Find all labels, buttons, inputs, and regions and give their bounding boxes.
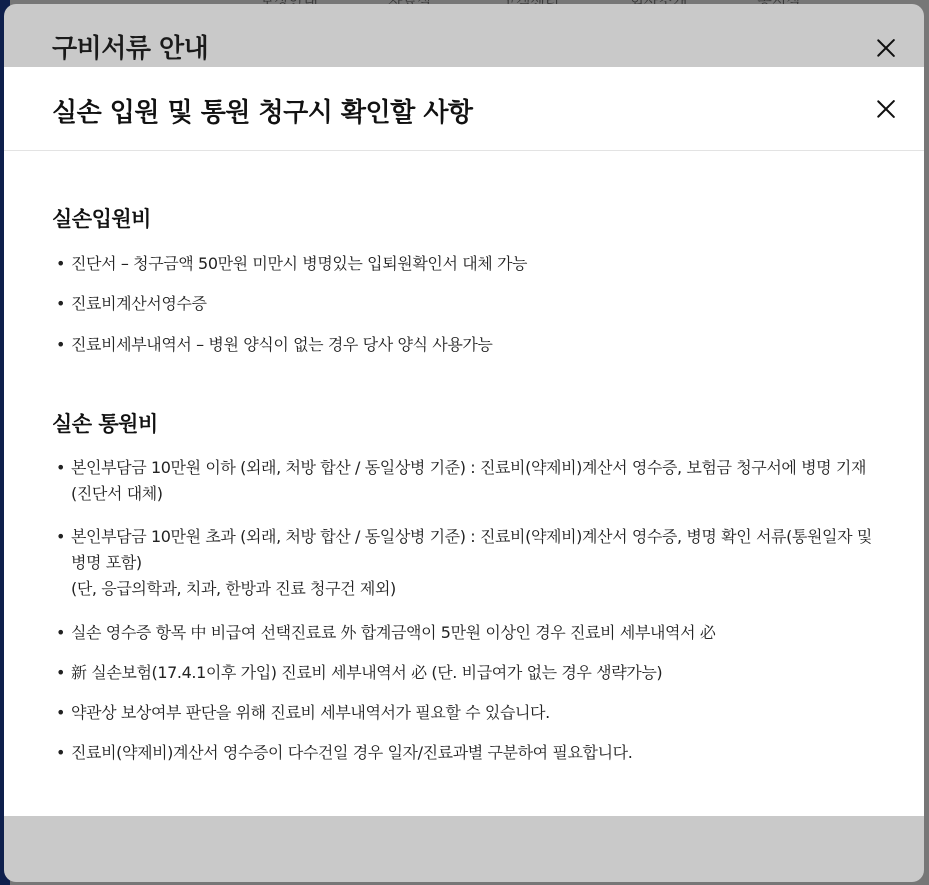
list-item: • 진료비계산서영수증 [56, 291, 886, 317]
bullet-icon: • [56, 527, 66, 546]
list-item: • 본인부담금 10만원 이하 (외래, 처방 합산 / 동일상병 기준) : 진료비(약제비)계산서 영수증, 보험금 청구서에 병명 기재 (진단서 대체) [56, 455, 886, 507]
modal-title: 실손 입원 및 통원 청구시 확인할 사항 [52, 98, 473, 128]
bullet-icon: • [56, 743, 66, 762]
bullet-icon: • [56, 294, 66, 313]
section-title-outpatient: 실손 통원비 [52, 412, 158, 436]
document-guide-title: 구비서류 안내 [52, 34, 209, 64]
list-item-note: (단, 응급의학과, 치과, 한방과 진료 청구건 제외) [71, 579, 396, 598]
list-item: • 진료비(약제비)계산서 영수증이 다수건일 경우 일자/진료과별 구분하여 필요합니다. [56, 740, 886, 766]
claim-checklist-modal [4, 67, 924, 816]
section-title-inpatient: 실손입원비 [52, 207, 151, 231]
close-icon[interactable] [875, 37, 897, 59]
bullet-icon: • [56, 458, 66, 477]
modal-header [4, 67, 924, 151]
bullet-icon: • [56, 335, 66, 354]
bullet-icon: • [56, 663, 66, 682]
bullet-icon: • [56, 254, 66, 273]
bullet-icon: • [56, 623, 66, 642]
list-item: • 진료비세부내역서 – 병원 양식이 없는 경우 당사 양식 사용가능 [56, 332, 886, 358]
list-item: • 본인부담금 10만원 초과 (외래, 처방 합산 / 동일상병 기준) : 진료비(약제비)계산서 영수증, 병명 확인 서류(통원일자 및 병명 포함) [56, 524, 886, 576]
close-icon[interactable] [875, 98, 897, 120]
list-item: • 실손 영수증 항목 中 비급여 선택진료료 外 합계금액이 5만원 이상인 경우 진료비 세부내역서 必 [56, 620, 886, 646]
bullet-icon: • [56, 703, 66, 722]
list-item: • 진단서 – 청구금액 50만원 미만시 병명있는 입퇴원확인서 대체 가능 [56, 251, 886, 277]
list-item: • 약관상 보상여부 판단을 위해 진료비 세부내역서가 필요할 수 있습니다. [56, 700, 886, 726]
list-item: • 新 실손보험(17.4.1이후 가입) 진료비 세부내역서 必 (단. 비급여가 없는 경우 생략가능) [56, 660, 886, 686]
